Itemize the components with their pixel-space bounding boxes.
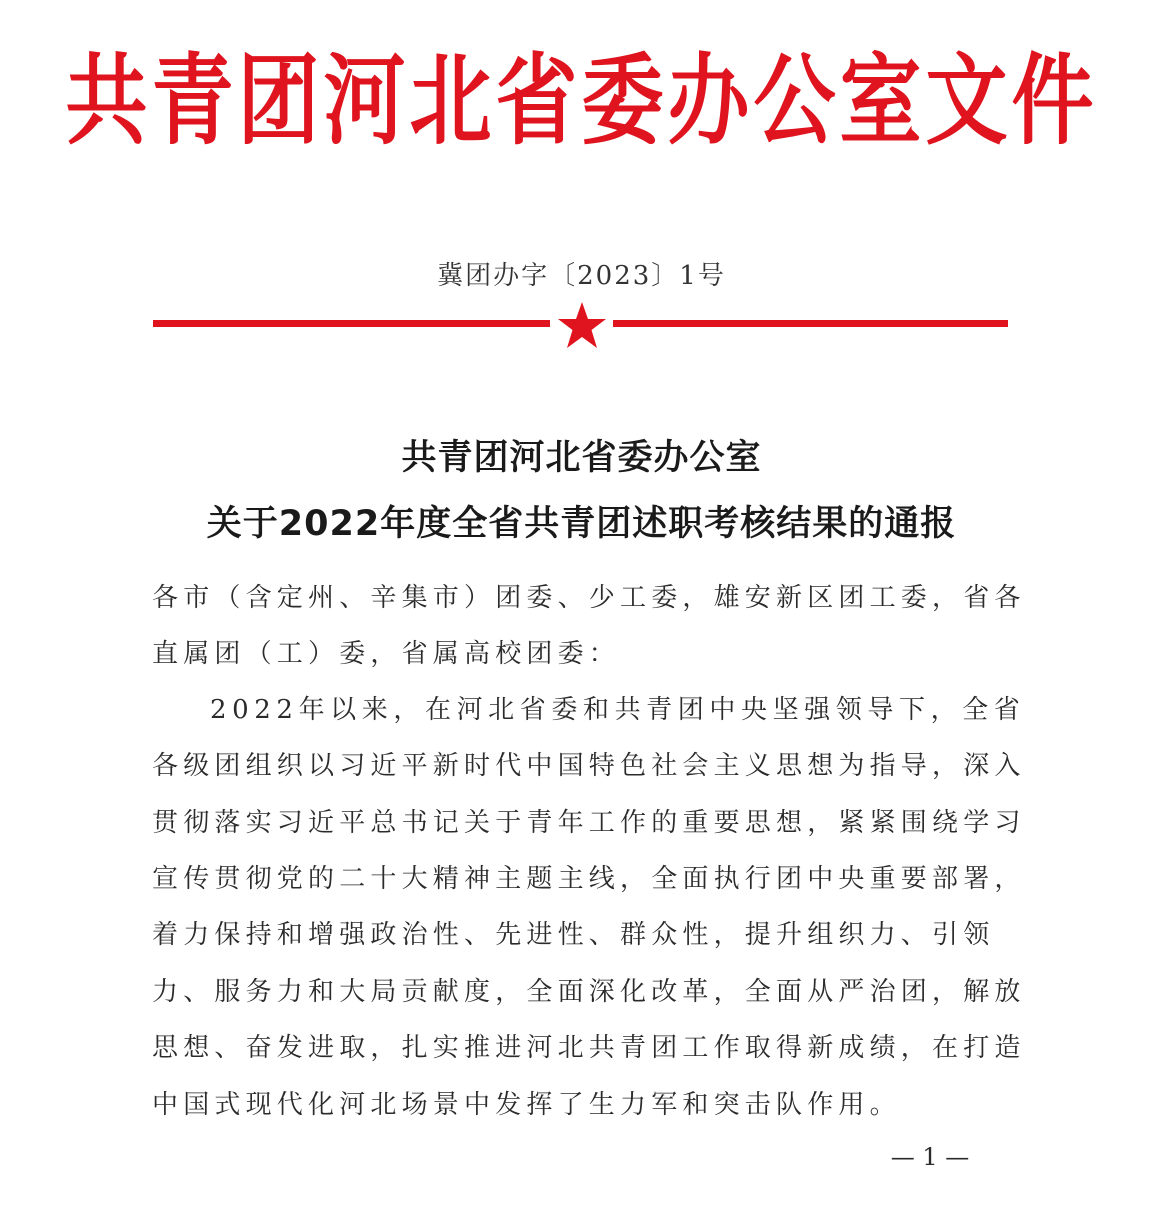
page-number: — 1 — (890, 1143, 970, 1171)
red-star-icon (557, 300, 607, 350)
divider-line-right (613, 320, 1008, 327)
notice-title-line-1: 共青团河北省委办公室 (401, 438, 762, 478)
body-line: 2022年以来，在河北省委和共青团中央坚强领导下，全省 (210, 695, 1026, 725)
notice-title-line-2: 关于2022年度全省共青团述职考核结果的通报 (206, 504, 957, 544)
divider-line-left (153, 320, 550, 327)
body-line: 直属团（工）委，省属高校团委： (152, 639, 621, 669)
body-line: 思想、奋发进取，扎实推进河北共青团工作取得新成绩，在打造 (152, 1033, 1026, 1063)
red-divider (150, 300, 1010, 360)
body-line: 贯彻落实习近平总书记关于青年工作的重要思想，紧紧围绕学习 (152, 808, 1026, 838)
body-line: 各级团组织以习近平新时代中国特色社会主义思想为指导，深入 (152, 751, 1026, 781)
issuer-header-title: 共青团河北省委办公室文件 (65, 44, 1098, 159)
body-line: 力、服务力和大局贡献度，全面深化改革，全面从严治团，解放 (152, 977, 1026, 1007)
body-line: 各市（含定州、辛集市）团委、少工委，雄安新区团工委，省各 (152, 583, 1026, 613)
body-line: 中国式现代化河北场景中发挥了生力军和突击队作用。 (152, 1090, 901, 1120)
body-line: 宣传贯彻党的二十大精神主题主线，全面执行团中央重要部署， (152, 864, 1026, 894)
body-line: 着力保持和增强政治性、先进性、群众性，提升组织力、引领 (152, 920, 995, 950)
document-number: 冀团办字〔2023〕1号 (437, 261, 726, 291)
